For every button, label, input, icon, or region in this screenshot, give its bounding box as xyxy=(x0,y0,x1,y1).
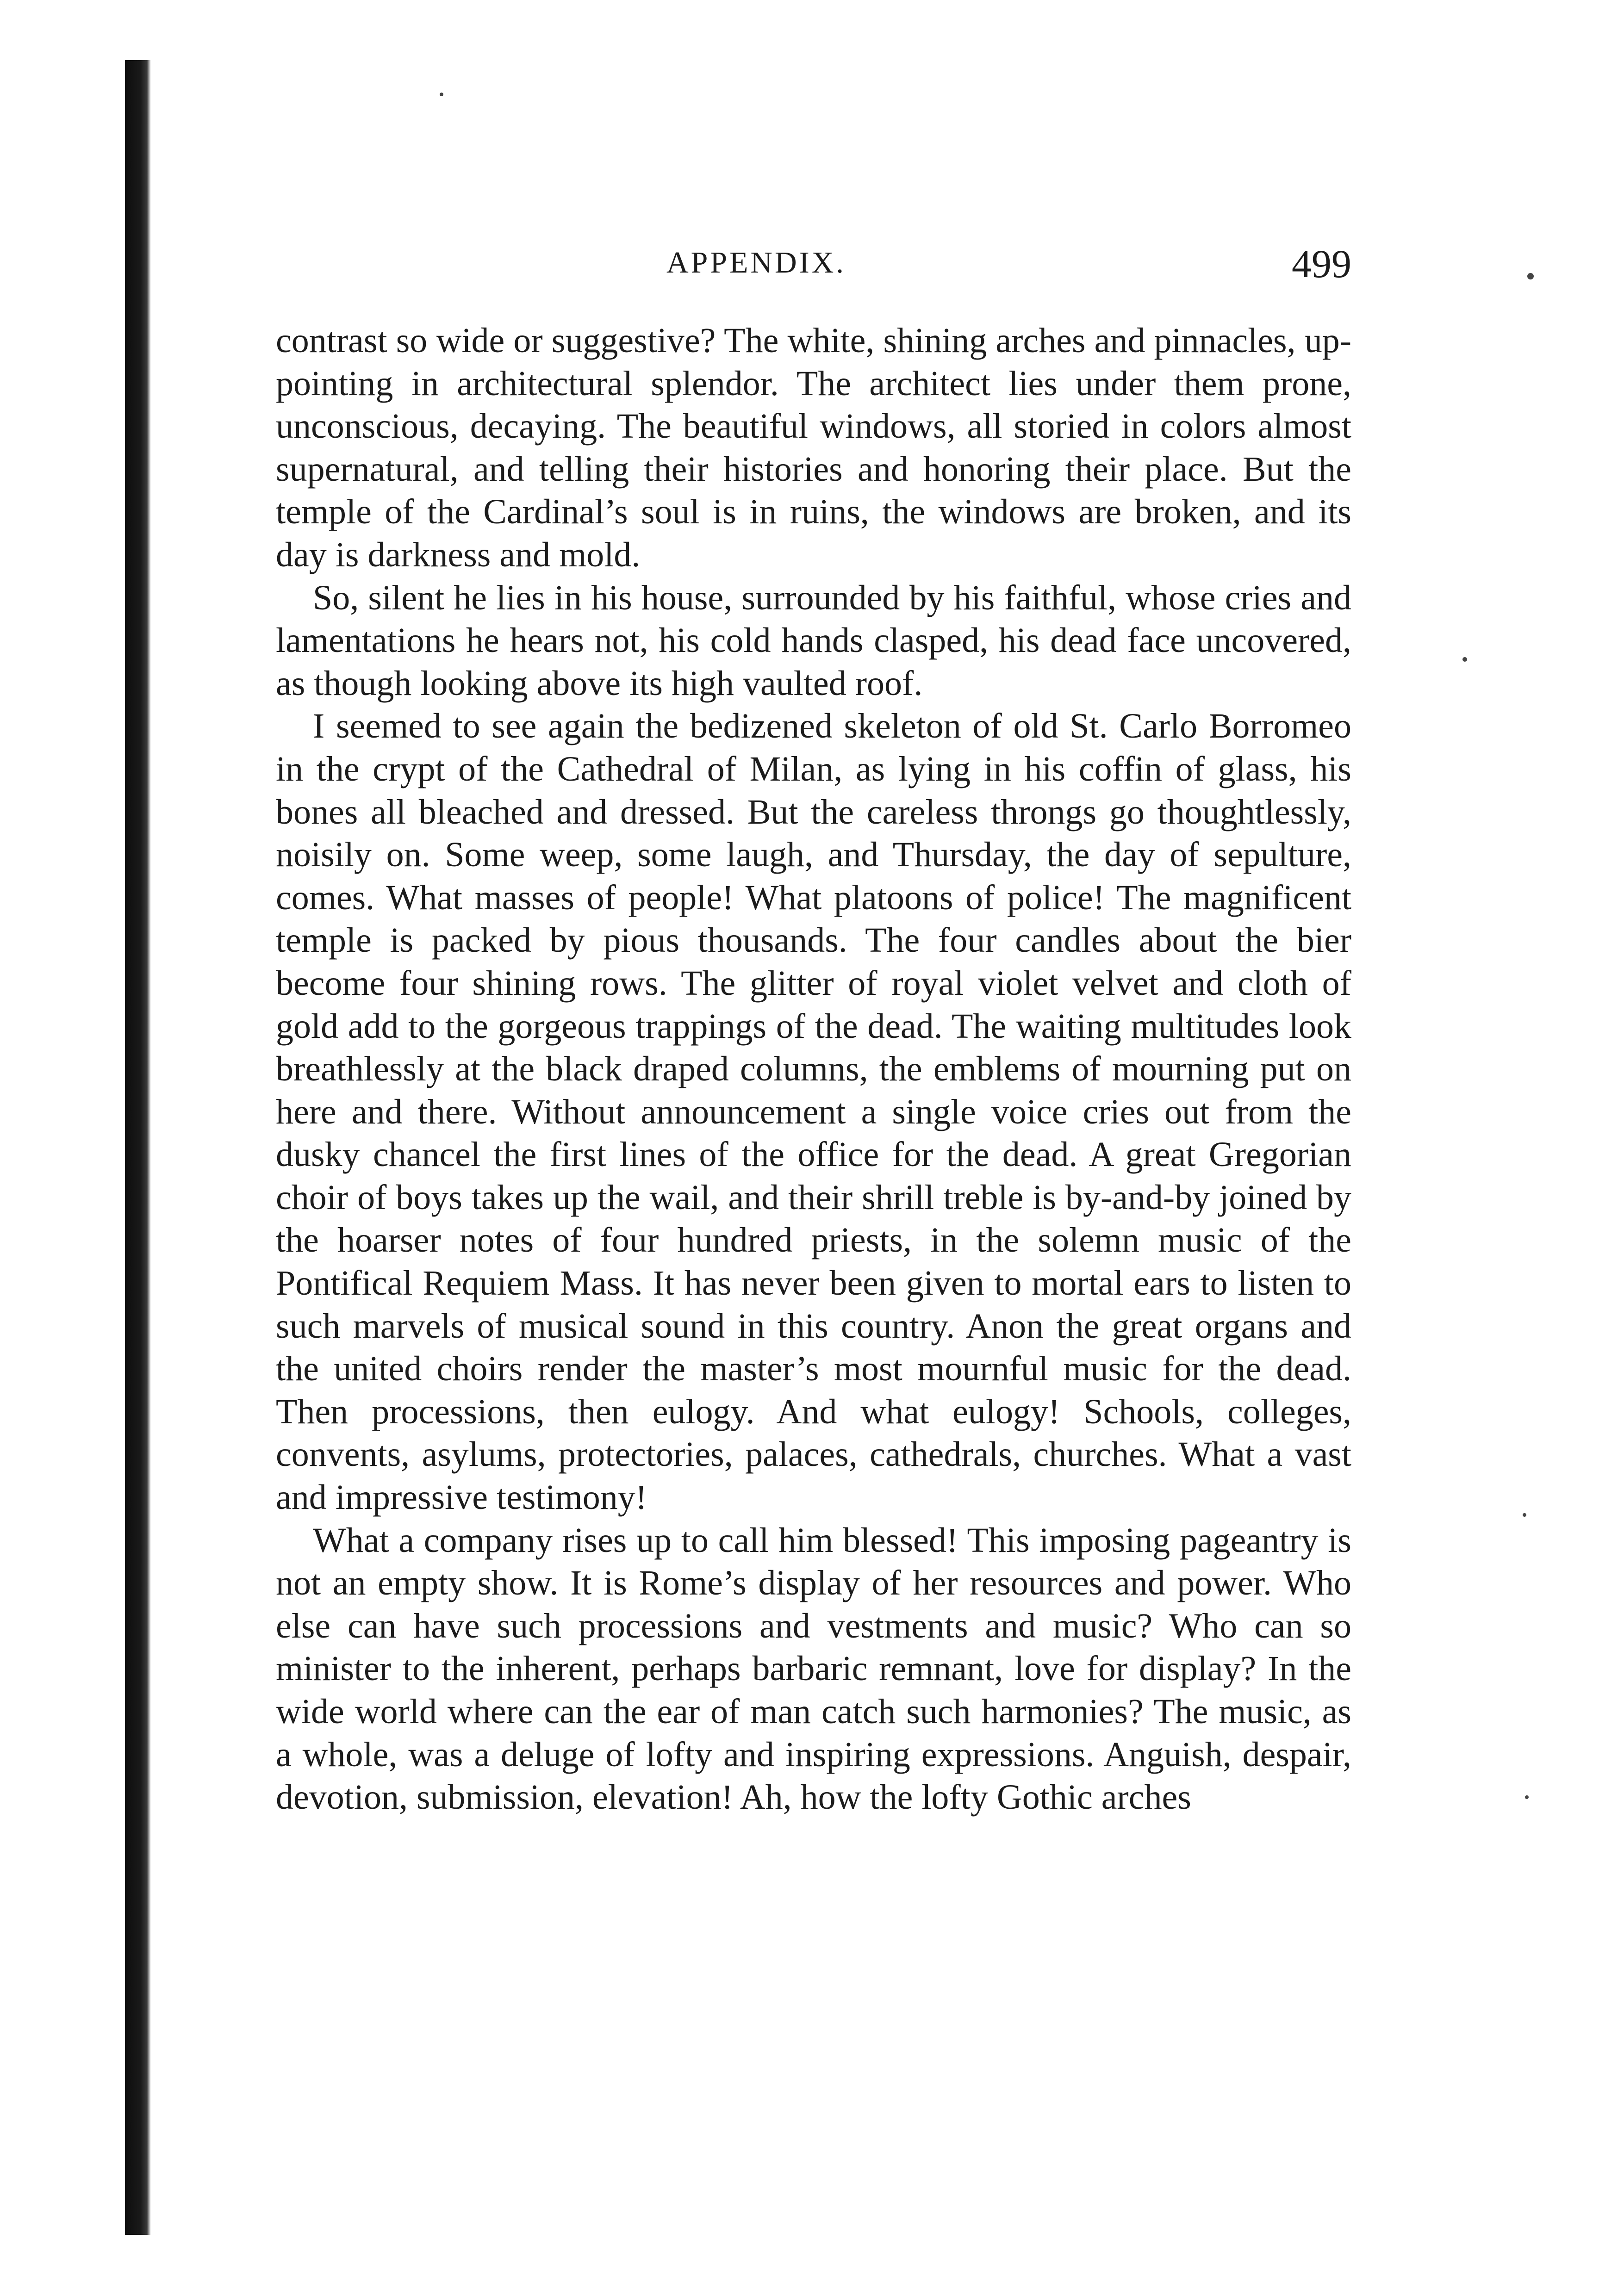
paragraph: contrast so wide or suggestive? The white, shining arches and pinnacles, up-pointing in architectural splendor. The architect lies under them prone, unconscious, decaying. The beautiful windows, all storied in colors almost supernatural, and telling their histories and honoring their place. But the temple of the Cardinal’s soul is in ruins, the windows are broken, and its day is darkness and mold. xyxy=(276,321,1351,574)
page-number: 499 xyxy=(1292,242,1351,286)
paragraph: So, silent he lies in his house, surrounded by his faithful, whose cries and lamentations he hears not, his cold hands clasped, his dead face uncovered, as though looking above its high vaulted roof. xyxy=(276,578,1351,703)
page-header xyxy=(278,241,1351,292)
running-head: APPENDIX. xyxy=(666,246,846,279)
body-text xyxy=(276,319,1351,1819)
page-speck xyxy=(440,93,443,96)
page-speck xyxy=(1523,1513,1526,1517)
page-speck xyxy=(1462,657,1467,662)
paragraph: I seemed to see again the bedizened skeleton of old St. Carlo Borromeo in the crypt of the Cathedral of Milan, as lying in his coffin of glass, his bones all bleached and dressed. But the careless throngs go thoughtlessly, noisily on. Some weep, some laugh, and Thursday, the day of sepulture, comes. What masses of people! What platoons of police! The magnificent temple is packed by pious thousands. The four candles about the bier become four shining rows. The glitter of royal violet velvet and cloth of gold add to the gorgeous trappings of the dead. The waiting multitudes look breathlessly at the black draped columns, the emblems of mourning put on here and there. Without announcement a single voice cries out from the dusky chancel the first lines of the office for the dead. A great Gregorian choir of boys takes up the wail, and their shrill treble is by-and-by joined by the hoarser notes of four hundred priests, in the solemn music of the Pontifical Requiem Mass. It has never been given to mortal ears to listen to such marvels of musical sound in this country. Anon the great organs and the united choirs render the master’s most mournful music for the dead. Then processions, then eulogy. And what eulogy! Schools, colleges, convents, asylums, protectories, palaces, cathedrals, churches. What a vast and impressive testimony! xyxy=(276,707,1351,1517)
paragraph: What a company rises up to call him blessed! This imposing pageantry is not an empty show. It is Rome’s display of her resources and power. Who else can have such processions and vestments and music? Who can so minister to the inherent, perhaps barbaric remnant, love for display? In the wide world where can the ear of man catch such harmonies? The music, as a whole, was a deluge of lofty and inspiring expressions. Anguish, despair, devotion, submission, elevation! Ah, how the lofty Gothic arches xyxy=(276,1520,1351,1817)
page-speck xyxy=(1525,1795,1529,1799)
page-speck xyxy=(1527,273,1534,279)
page-binding-edge xyxy=(125,60,151,2235)
